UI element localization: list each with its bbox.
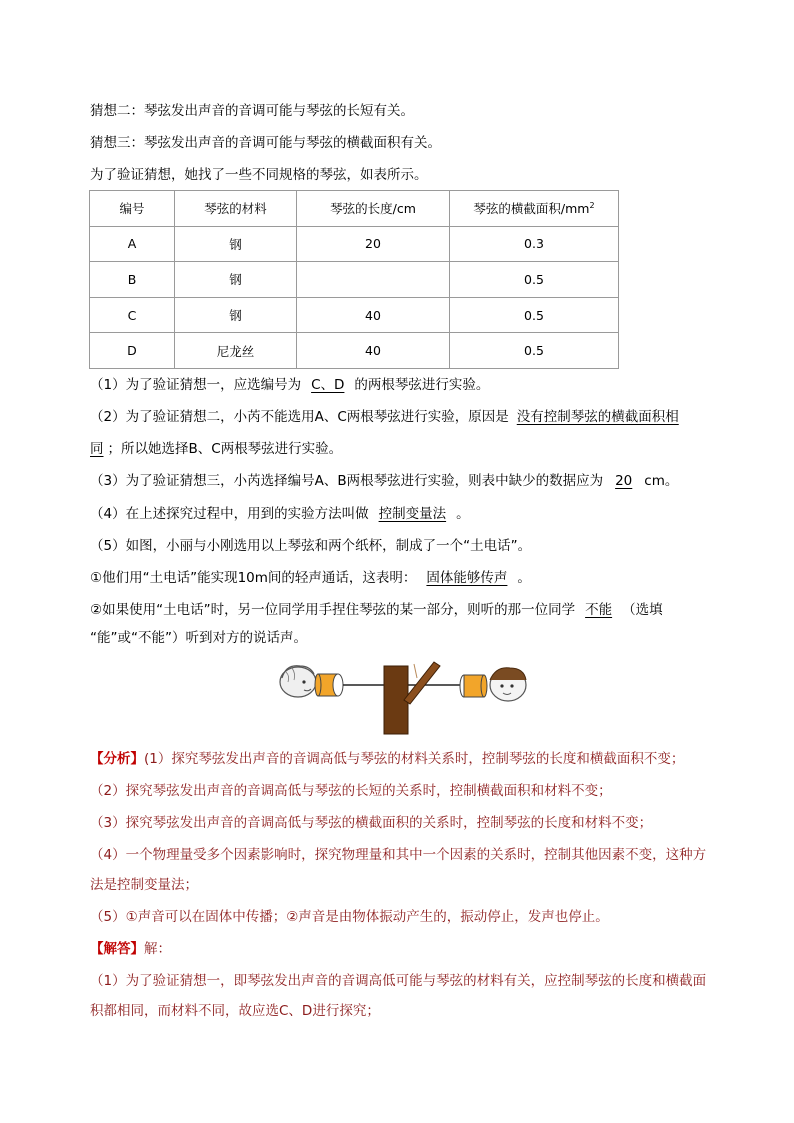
cell-id: B <box>90 262 175 298</box>
cell-material: 钢 <box>175 262 297 298</box>
question-5: （5）如图，小丽与小刚选用以上琴弦和两个纸杯，制成了一个“土电话”。 <box>90 538 532 554</box>
cell-area: 0.5 <box>450 262 619 298</box>
boy-face-icon <box>490 668 526 701</box>
girl-face-icon <box>280 666 316 697</box>
answer-2-part-2: 同 <box>90 441 104 457</box>
solution-1-cont: 积都相同，而材料不同，故应选C、D进行探究； <box>90 1003 380 1019</box>
hypothesis-3: 猜想三：琴弦发出声音的音调可能与琴弦的横截面积有关。 <box>90 135 441 151</box>
question-2: （2）为了验证猜想二，小芮不能选用A、C两根琴弦进行实验，原因是 没有控制琴弦的横截面积相 <box>90 409 679 425</box>
analysis-4-cont: 法是控制变量法； <box>90 877 198 893</box>
cell-area: 0.3 <box>450 226 619 262</box>
solution-1: （1）为了验证猜想一，即琴弦发出声音的音调高低可能与琴弦的材料有关，应控制琴弦的长度和横截面 <box>90 973 707 989</box>
solution-header: 【解答】解： <box>90 941 171 957</box>
answer-2-part-1: 没有控制琴弦的横截面积相 <box>516 409 679 425</box>
tin-can-telephone-figure <box>274 652 534 738</box>
wooden-post-icon <box>384 662 440 734</box>
answer-1: C、D <box>311 377 345 393</box>
hypothesis-2: 猜想二：琴弦发出声音的音调可能与琴弦的长短有关。 <box>90 103 414 119</box>
header-id: 编号 <box>90 191 175 227</box>
cell-id: A <box>90 226 175 262</box>
question-5a: ①他们用“土电话”能实现10m间的轻声通话，这表明： 固体能够传声 。 <box>90 570 531 586</box>
question-2-cont: 同 ；所以她选择B、C两根琴弦进行实验。 <box>90 441 343 457</box>
left-paper-cup-icon <box>315 674 343 696</box>
analysis-2: （2）探究琴弦发出声音的音调高低与琴弦的长短的关系时，控制横截面积和材料不变； <box>90 783 612 799</box>
table-intro: 为了验证猜想，她找了一些不同规格的琴弦，如表所示。 <box>90 167 428 183</box>
answer-4: 控制变量法 <box>378 506 447 522</box>
analysis-1: 【分析】(1）探究琴弦发出声音的音调高低与琴弦的材料关系时，控制琴弦的长度和横截面积不变； <box>90 751 685 767</box>
answer-5a: 固体能够传声 <box>426 570 508 586</box>
analysis-3: （3）探究琴弦发出声音的音调高低与琴弦的横截面积的关系时，控制琴弦的长度和材料不变； <box>90 815 653 831</box>
question-5b-cont: “能”或“不能”）听到对方的说话声。 <box>90 630 307 646</box>
cell-area: 0.5 <box>450 333 619 369</box>
table-row <box>90 226 619 262</box>
right-paper-cup-icon <box>460 675 487 697</box>
answer-5b: 不能 <box>585 602 613 618</box>
cell-material: 钢 <box>175 226 297 262</box>
analysis-tag: 【分析】 <box>90 751 144 767</box>
table-row <box>90 333 619 369</box>
answer-3: 20 <box>615 473 633 489</box>
table-header-row <box>90 191 619 227</box>
cell-id: C <box>90 297 175 333</box>
header-area-exponent: 2 <box>589 201 595 211</box>
question-3: （3）为了验证猜想三，小芮选择编号A、B两根琴弦进行实验，则表中缺少的数据应为 20 cm。 <box>90 473 679 489</box>
cell-material: 尼龙丝 <box>175 333 297 369</box>
question-5b: ②如果使用“土电话”时，另一位同学用手捏住琴弦的某一部分，则听的那一位同学 不能 （选填 <box>90 602 663 618</box>
table-row <box>90 262 619 298</box>
solution-tag: 【解答】 <box>90 941 144 957</box>
question-4: （4）在上述探究过程中，用到的实验方法叫做 控制变量法 。 <box>90 506 470 522</box>
cell-length: 40 <box>297 297 450 333</box>
cell-length: 40 <box>297 333 450 369</box>
cell-material: 钢 <box>175 297 297 333</box>
header-area: 琴弦的横截面积$/mm^2$ <box>450 191 619 227</box>
string-spec-table <box>89 190 619 369</box>
cell-id: D <box>90 333 175 369</box>
analysis-4: （4）一个物理量受多个因素影响时，探究物理量和其中一个因素的关系时，控制其他因素不变，这种方 <box>90 847 707 863</box>
cell-length: 20 <box>297 226 450 262</box>
header-length: 琴弦的长度/cm <box>297 191 450 227</box>
question-1: （1）为了验证猜想一，应选编号为 C、D 的两根琴弦进行实验。 <box>90 377 490 393</box>
analysis-5: （5）①声音可以在固体中传播；②声音是由物体振动产生的，振动停止，发声也停止。 <box>90 909 609 925</box>
header-material: 琴弦的材料 <box>175 191 297 227</box>
cell-area: 0.5 <box>450 297 619 333</box>
table-row <box>90 297 619 333</box>
cell-length <box>297 262 450 298</box>
